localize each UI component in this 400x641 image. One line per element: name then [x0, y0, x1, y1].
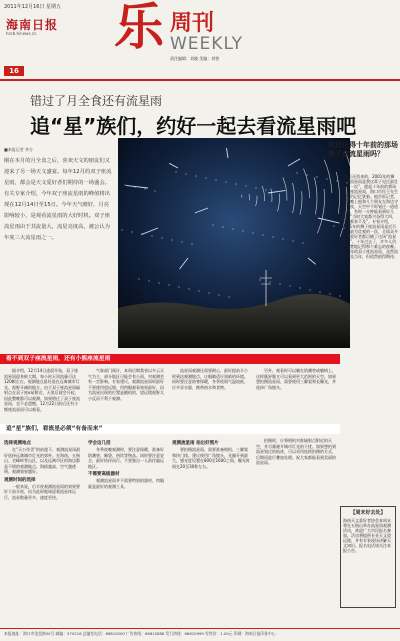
star	[189, 289, 190, 290]
star	[125, 185, 126, 186]
star	[139, 279, 140, 280]
promo-title: 【周末好去处】	[350, 510, 386, 516]
star	[122, 230, 123, 231]
section-bar-2: 追“星”族们，看流星必须“有备而来”	[0, 424, 340, 434]
promo-box	[340, 506, 396, 608]
column-1	[4, 368, 82, 422]
star	[169, 285, 170, 286]
star	[149, 281, 150, 282]
section-bar-1: 看不到双子座流星雨，还有小熊座流星雨	[0, 354, 340, 364]
subheading-location: 选择观测地点	[4, 441, 31, 446]
column-1-text: 据介绍，12月14日凌晨开始，双子座流星雨迎来极大期，每小时天顶流量可达120颗左右。观测地点最好选在远离城市灯光、视野开阔的地方。由于双子座流星雨辐射点在双子座α星附近，天黑后就会升起，因此整晚都可以观测。如果错过了双子座流星雨，也不必遗憾，12月22日前后还有小熊座流星雨可以观看。	[4, 368, 80, 412]
star	[209, 293, 210, 294]
star-trails-illustration	[118, 138, 350, 348]
pre-headline: 错过了月全食还有流星雨	[30, 94, 163, 108]
star	[223, 227, 224, 228]
star	[300, 288, 301, 289]
column-6b-text: 观测流星雨并不需要特别的器材，肉眼就是最好的观测工具。	[88, 478, 164, 489]
column-3	[172, 368, 250, 422]
footer-divider	[0, 628, 400, 629]
star	[270, 282, 271, 283]
star	[307, 175, 308, 176]
sidebar-title: 你还记得十年前的那场狮子座流星雨吗？	[328, 141, 398, 158]
date-line: 2011年12月16日 星期五	[4, 4, 62, 10]
section-character: 乐	[114, 0, 164, 56]
star	[334, 226, 335, 227]
star	[317, 177, 318, 178]
subheading-photography: 观测流星雨 拍出好照片	[172, 441, 219, 446]
star	[216, 180, 217, 181]
column-8	[256, 438, 336, 624]
star	[280, 284, 281, 285]
section-title-en: WEEKLY	[170, 34, 244, 54]
star	[162, 238, 163, 239]
section-title: 周刊	[170, 11, 215, 36]
footer-info: 本报地址：海口市金盘路30号 邮编：570216 总编室电话：66810000 广告热线：66810888 发行热线：66810999 零售价：1.00元 印刷：海南日报印务中心	[4, 631, 276, 636]
star	[253, 233, 254, 234]
paper-url: hnrb.hinews.cn	[6, 31, 37, 36]
star	[330, 294, 331, 295]
star	[206, 178, 207, 179]
column-2-text: 气象部门预计，本周后期我省以多云天气为主，部分地区可能会有小雨，对观测会有一定影响。专家建议，观测流星雨时最好不要使用望远镜，用肉眼观看效果最好，因为流星出现的位置是随机的，望远镜视野太小反而不利于观测。	[88, 368, 164, 401]
star	[152, 236, 153, 237]
star	[260, 280, 261, 281]
paper-logo: 海南日报	[6, 18, 59, 32]
column-3-text: 流星雨观测还需要耐心，最好提前半小时到达观测地点，让眼睛适应黑暗的环境。同时要注意防寒保暖，冬季夜间气温较低，应多穿衣服，携带热水和食物。	[172, 368, 248, 390]
star	[246, 186, 247, 187]
star	[186, 174, 187, 175]
star	[290, 286, 291, 287]
star	[176, 172, 177, 173]
star	[340, 296, 341, 297]
star	[256, 188, 257, 189]
headline: 追“星”族们，约好一起去看流星雨吧	[30, 114, 357, 138]
subheading-equipment: 不需要高级器材	[88, 472, 120, 477]
star	[132, 232, 133, 233]
star	[297, 173, 298, 174]
subheading-tips: 学会这几招	[88, 441, 111, 446]
column-4-text: 另外，观看时可以躺在防潮垫或躺椅上，这样既舒服又可以看到更大范围的天空。如果想拍摄流星雨，需要使用三脚架和长曝光，并选择广角镜头。	[256, 368, 336, 390]
column-7-text: 要拍摄流星雨，需要准备相机、三脚架和快门线。建议使用广角镜头，光圈开到最大，感光度设置在800至1600之间，曝光时间在20至30秒左右。	[172, 447, 250, 469]
star	[263, 235, 264, 236]
subheading-timing: 观测时间的选择	[4, 477, 36, 483]
byline: ■本报记者 李方	[4, 147, 34, 152]
masthead-divider	[0, 79, 400, 81]
page-number-badge: 16	[4, 66, 24, 76]
star	[159, 283, 160, 284]
promo-text: 海南天文爱好者协会本周末将在五指山举办流星雨观测活动，欢迎广大市民报名参加。活动将提供专业天文望远镜，并有专家现场讲解天文知识。报名电话请关注本报公告。	[343, 518, 391, 553]
sidebar-text: “那天还找来的，2001年的狮子座流星雨是我这辈子见过最壮观的一次”，提起十年前的那场狮子座流星雨，海口市民王先生至今仍记忆犹新。他告诉记者，那天晚上他和几个朋友在海边守了一夜，天空中不时划过一道道亮光，有时一分钟能看到好几颗。“当时大家都兴奋得大叫，许愿都来不及”。专家介绍，2001年的狮子座流星雨是近百年来最为壮观的一次，全球众多天文爱好者都目睹了这场“流星暴雨”。十年过去了，许多人仍然清楚地记得那个难忘的夜晚。而今年的双子座流星雨，虽然流量不及当年，但依然值得期待。	[342, 174, 398, 259]
star	[145, 189, 146, 190]
column-2	[88, 368, 166, 422]
star	[243, 231, 244, 232]
star	[219, 295, 220, 296]
star	[192, 244, 193, 245]
column-5b-text: 一般来说，后半夜观测流星雨的效果要好于前半夜，因为此时地球迎着流星体运行，流星数量更多、速度更快。	[4, 483, 80, 500]
star	[213, 225, 214, 226]
star	[283, 239, 284, 240]
column-5-text: 在“天公作美”的前提下，观测流星雨最好选择远离城市灯光的郊外。在海南，五指山、尖峰岭等山区，以及远离市区的海边都是不错的观测地点。海拔越高、空气越透明，观测效果越好。	[4, 447, 81, 474]
star	[182, 242, 183, 243]
star	[320, 292, 321, 293]
star	[310, 290, 311, 291]
column-4	[256, 368, 336, 422]
star	[337, 181, 338, 182]
star	[172, 240, 173, 241]
star	[155, 191, 156, 192]
star	[327, 179, 328, 180]
column-6	[88, 438, 166, 624]
meteor-shower-photo	[118, 138, 350, 348]
intro-paragraph: 刚在本月的月全食之后，喜欢天文的朋友们又迎来了另一场天文盛宴。每年12月的双子座流星雨，都会是天文爱好者们期待的一场盛会。有关专家介绍，今年双子座流星雨的峰值将出现在12月14日至15日。今年天气晴好，月亮影响较小，是观看流星雨的大好时机。双子座流星雨由于其流量大，流星亮度高，被公认为年度三大流星雨之一。	[4, 158, 112, 241]
star	[179, 287, 180, 288]
star	[229, 297, 230, 298]
column-6-text: 冬季夜晚观测时，要注意保暖，准备好防潮垫、睡袋、热饮等物品。同时要注意安全，最好结伴而行，不要独自一人前往偏远地区。	[88, 447, 164, 469]
star	[266, 190, 267, 191]
star	[233, 229, 234, 230]
star	[236, 184, 237, 185]
star	[226, 182, 227, 183]
column-8-text: 拍摄时，应将相机对准辐射点附近的天空，并尽量避开城市灯光的干扰。如果想拍到流星划过的轨迹，可以采用连续拍摄的方式，后期再进行叠加处理。祝大家都能看到美丽的流星雨。	[256, 438, 336, 465]
star	[293, 241, 294, 242]
column-7	[172, 438, 250, 624]
star	[273, 237, 274, 238]
editors-line: 责任编辑：刘晓 美编：刘曾	[170, 56, 220, 61]
star	[303, 243, 304, 244]
column-5	[4, 438, 82, 624]
star	[196, 176, 197, 177]
star	[199, 291, 200, 292]
